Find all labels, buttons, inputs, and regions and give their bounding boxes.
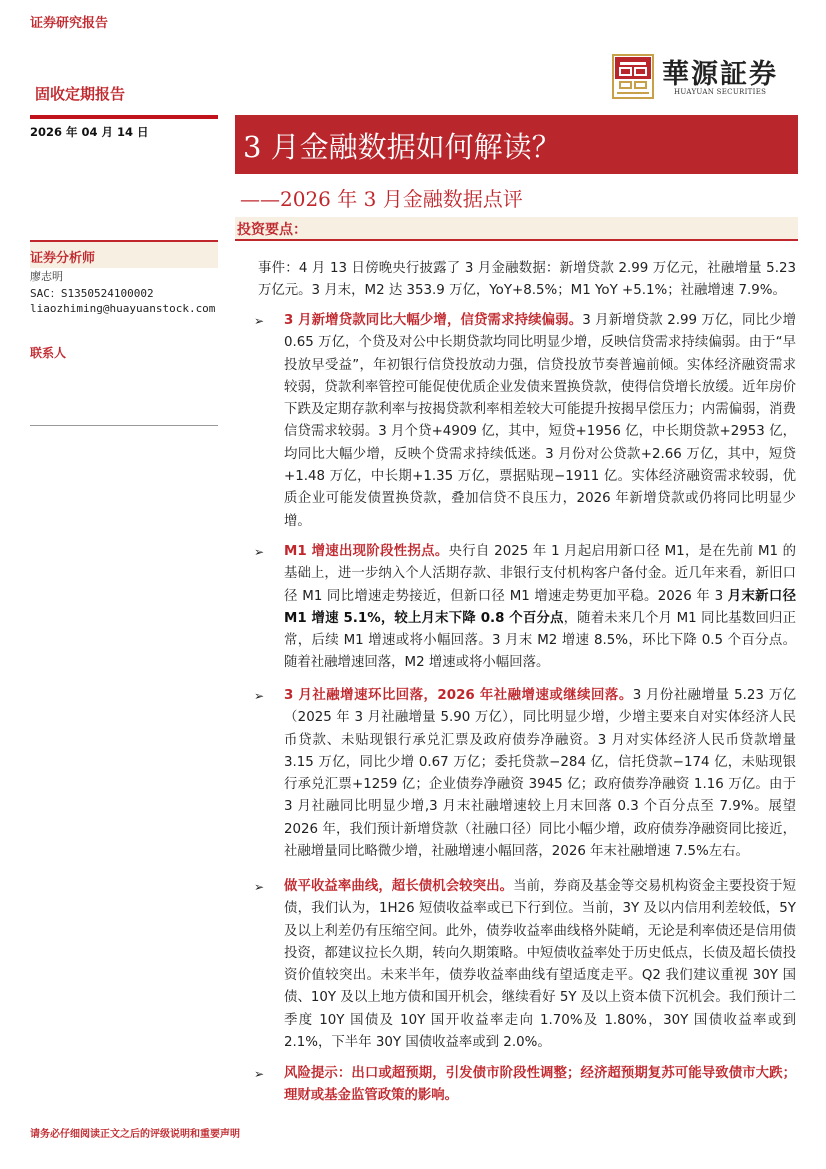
point-headline: 3 月新增贷款同比大幅少增，信贷需求持续偏弱。	[284, 313, 583, 328]
point-risk-warning	[254, 1063, 796, 1108]
bullet-arrow-icon: ➢	[254, 689, 265, 703]
point-emphasis: 月末新口径 M1 增速 5.1%，较上月末下降 0.8 个百分点	[284, 588, 796, 626]
logo-mark-icon	[612, 54, 654, 99]
point-yield-curve	[254, 876, 797, 1054]
point-headline: 3 月社融增速环比回落，2026 年社融增速或继续回落。	[284, 688, 633, 703]
bullet-arrow-icon: ➢	[254, 1067, 265, 1081]
key-points-header	[235, 217, 798, 241]
report-type-label: 证券研究报告	[30, 16, 109, 31]
contact-label: 联系人	[30, 346, 67, 360]
point-social-financing	[254, 685, 797, 863]
analyst-sac: SAC：S1350524100002	[30, 287, 154, 300]
logo-text-en: HUAYUAN SECURITIES	[674, 88, 767, 96]
point-text: ，随着未来几个月 M1 同比基数回归正常，后续 M1 增速或将小幅回落。3 月末 M2 增速 8.5%，环比下降 0.5 个百分点。随着社融增速回落，M2 增速或将小幅回落。	[284, 610, 796, 671]
analyst-label: 证券分析师	[30, 251, 96, 266]
point-headline: 做平收益率曲线，超长债机会较突出。	[284, 879, 514, 894]
bullet-arrow-icon: ➢	[254, 880, 265, 894]
analyst-header	[30, 240, 218, 268]
left-bottom-divider	[30, 425, 218, 426]
event-summary: 事件：4 月 13 日傍晚央行披露了 3 月金融数据：新增贷款 2.99 万亿元，社融增量 5.23 万亿元。3 月末，M2 达 353.9 万亿，YoY+8.5%；M1 YoY +5.1%；社融增速 7.9%。	[258, 261, 796, 299]
company-logo	[612, 52, 792, 100]
key-points-label: 投资要点：	[237, 222, 307, 238]
report-kind-label: 固收定期报告	[35, 85, 126, 103]
analyst-name: 廖志明	[30, 270, 63, 283]
page-title: 3 月金融数据如何解读？	[243, 130, 561, 164]
point-headline: M1 增速出现阶段性拐点。	[284, 544, 449, 559]
analyst-email[interactable]: liaozhiming@huayuanstock.com	[30, 302, 216, 315]
bullet-arrow-icon: ➢	[254, 314, 265, 328]
left-divider	[30, 115, 218, 119]
logo-text-cn: 華源証券	[662, 59, 778, 90]
report-date: 2026 年 04 月 14 日	[30, 125, 149, 139]
point-text: 3 月份社融增量 5.23 万亿（2025 年 3 月社融增量 5.90 万亿），同比明显少增，少增主要来自对实体经济人民币贷款、未贴现银行承兑汇票及政府债券净融资。3 月对实体经济人民币贷款增量 3.15 万亿，同比少增 0.67 万亿；委托贷款−284 亿，信托贷款−174 亿，未贴现银行承兑汇票+1259 亿；企业债券净融资 3945 亿；政府债券净融资 1.16 万亿。由于 3 月社融同比明显少增,3 月末社融增速较上月末回落 0.3 个百分点至 7.9%。展望 2026 年，我们预计新增贷款（社融口径）同比小幅少增，政府债券净融资同比接近，社融增量同比略微少增，社融增速小幅回落，2026 年末社融增速 7.5%左右。	[284, 688, 797, 860]
title-banner	[235, 115, 798, 174]
point-text: 3 月新增贷款 2.99 万亿，同比少增 0.65 万亿，个贷及对公中长期贷款均同比明显少增，反映信贷需求持续偏弱。由于“早投放早受益”，年初银行信贷投放动力强，信贷投放节奏普遍前倾。实体经济融资需求较弱，贷款利率管控可能促使优质企业发债来置换贷款，使得信贷增长放缓。近年房价下跌及定期存款利率与按揭贷款利率相差较大可能提升按揭早偿压力；内需偏弱，消费信贷需求较弱。3 月个贷+4909 亿，其中，短贷+1956 亿，中长期贷款+2953 亿，均同比大幅少增，反映个贷需求持续低迷。3 月份对公贷款+2.66 万亿，其中，短贷+1.48 万亿，中长期+1.35 万亿，票据贴现−1911 亿。实体经济融资需求较弱，优质企业可能发债置换贷款，叠加信贷不良压力，2026 年新增贷款或仍将同比明显少增。	[284, 313, 796, 529]
footer-disclaimer: 请务必仔细阅读正文之后的评级说明和重要声明	[30, 1129, 240, 1140]
point-text: 当前，券商及基金等交易机构资金主要投资于短债，我们认为，1H26 短债收益率或已下行到位。当前，3Y 及以内信用利差较低，5Y 及以上利差仍有压缩空间。此外，债券收益率曲线格外陡峭，无论是利率债还是信用债投资，都建议拉长久期，转向久期策略。中短债收益率处于历史低点，长债及超长债投资价值较突出。未来半年，债券收益率曲线有望适度走平。Q2 我们建议重视 30Y 国债、10Y 及以上地方债和国开机会，继续看好 5Y 及以上资本债下沉机会。我们预计二季度 10Y 国债及 10Y 国开收益率走向 1.70%及 1.80%，30Y 国债收益率或到 2.1%，下半年 30Y 国债收益率或到 2.0%。	[284, 879, 797, 1051]
point-headline: 风险提示：出口或超预期，引发债市阶段性调整；经济超预期复苏可能导致债市大跌；理财或基金监管政策的影响。	[284, 1066, 796, 1104]
point-m1-growth	[254, 541, 796, 675]
point-text: 央行自 2025 年 1 月起启用新口径 M1，是在先前 M1 的基础上，进一步纳入个人活期存款、非银行支付机构客户备付金。近几年来看，新旧口径 M1 同比增速走势接近，但新口径 M1 增速走势更加平稳。2026 年 3	[284, 544, 796, 604]
point-new-loans	[254, 310, 796, 533]
page-subtitle: ——2026 年 3 月金融数据点评	[240, 187, 523, 211]
bullet-arrow-icon: ➢	[254, 545, 265, 559]
